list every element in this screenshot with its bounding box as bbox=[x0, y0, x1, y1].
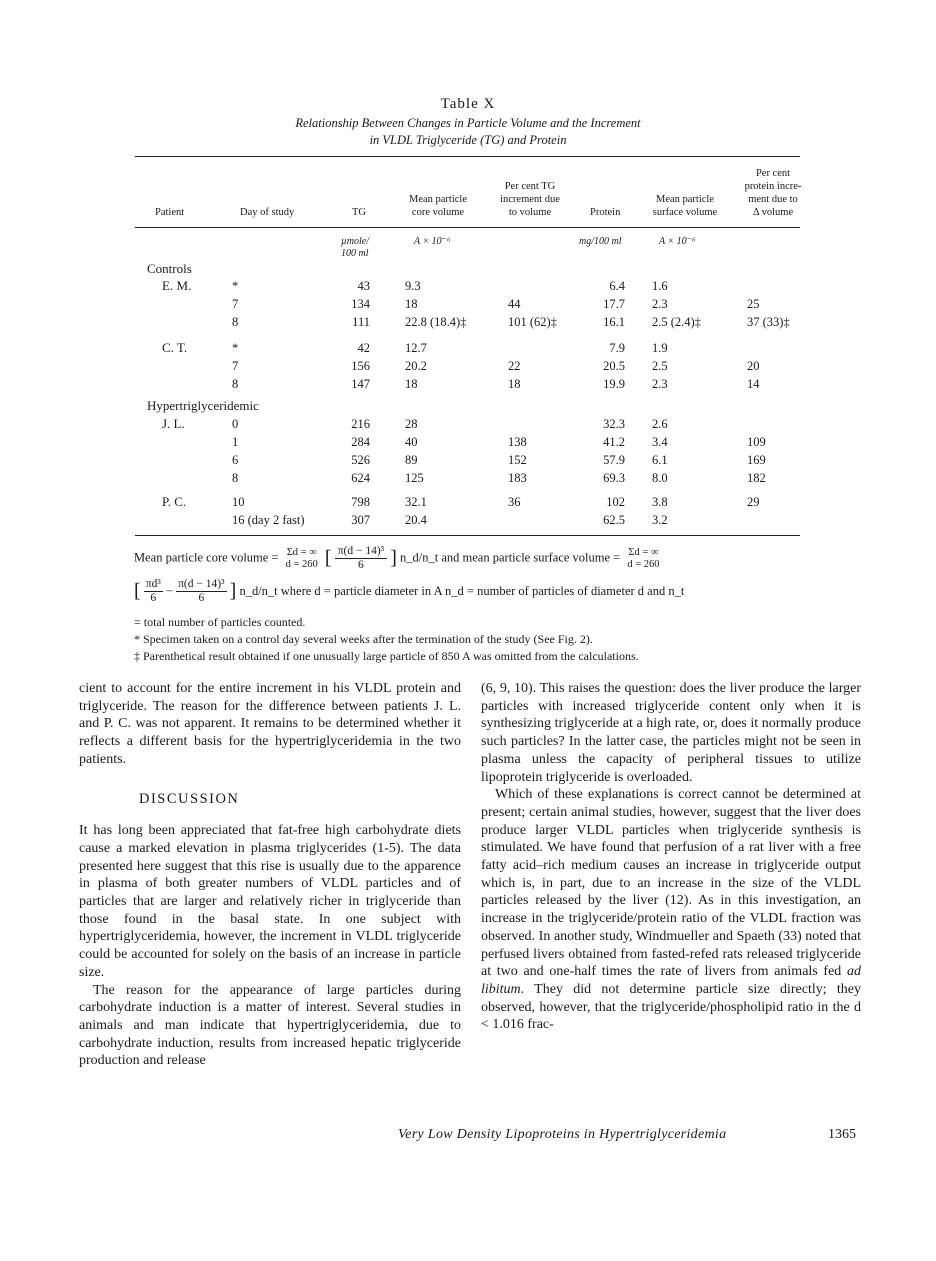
cell-tg-increment: 22 bbox=[508, 359, 521, 373]
left-column bbox=[79, 680, 461, 1070]
cell-protein-increment: 20 bbox=[747, 359, 760, 373]
cell-patient: P. C. bbox=[162, 494, 187, 509]
header-protein-increment-line1: Per cent bbox=[755, 168, 791, 179]
cell-day: 0 bbox=[232, 417, 239, 431]
footnote-star: * Specimen taken on a control day several weeks after the termination of the study (See Fig. 2). bbox=[134, 632, 593, 646]
cell-surface-volume: 1.9 bbox=[652, 341, 668, 355]
cell-core-volume: 40 bbox=[405, 435, 418, 449]
cell-surface-volume: 2.3 bbox=[652, 297, 668, 311]
left-paragraph-3: The reason for the appearance of large particles during carbohydrate induction is a matter of interest. Several studies in animals and man indicate that hypertriglyceridemia, due to carbohydrate induction, results from increased hepatic triglyceride production and release bbox=[79, 982, 461, 1069]
cell-tg: 216 bbox=[351, 417, 370, 431]
cell-protein-increment: 109 bbox=[747, 435, 766, 449]
cell-core-volume: 28 bbox=[405, 417, 418, 431]
header-surface-volume-line1: Mean particle bbox=[655, 194, 714, 205]
cell-surface-volume: 2.5 (2.4)‡ bbox=[652, 315, 701, 329]
fraction-core-den: 6 bbox=[358, 559, 364, 571]
cell-surface-volume: 3.4 bbox=[652, 435, 668, 449]
cell-protein: 69.3 bbox=[603, 471, 625, 485]
cell-day: 8 bbox=[232, 315, 239, 329]
sum-surface-top: Σd = ∞ bbox=[628, 546, 659, 558]
cell-day: 16 (day 2 fast) bbox=[232, 513, 305, 527]
cell-protein: 41.2 bbox=[603, 435, 625, 449]
right-paragraph-1: (6, 9, 10). This raises the question: does the liver produce the larger particles with increased triglyceride content only when it is synthesizing triglyceride at a high rate, or, does it normally produce such particles? In the latter case, the particles might not be seen in plasma unless the capacity of peripheral tissues to utilize lipoprotein triglyceride is overloaded. bbox=[481, 681, 861, 785]
cell-patient: C. T. bbox=[162, 340, 188, 355]
fraction-surface-2 bbox=[176, 578, 226, 605]
cell-protein-increment: 37 (33)‡ bbox=[747, 315, 790, 329]
cell-protein: 16.1 bbox=[603, 315, 625, 329]
cell-surface-volume: 2.5 bbox=[652, 359, 668, 373]
cell-surface-volume: 3.2 bbox=[652, 513, 668, 527]
cell-patient: J. L. bbox=[162, 416, 185, 431]
header-protein-increment bbox=[728, 167, 818, 219]
right-paragraph-2 bbox=[481, 786, 861, 1034]
fraction-core-num: π(d − 14)³ bbox=[335, 545, 387, 559]
table-caption-line1: Relationship Between Changes in Particle Volume and the Increment bbox=[295, 116, 641, 130]
cell-day: * bbox=[232, 341, 239, 355]
cell-protein-increment: 29 bbox=[747, 495, 760, 509]
bracket2-close: ] bbox=[229, 580, 237, 602]
header-protein: Protein bbox=[590, 207, 621, 218]
bracket2-open: [ bbox=[134, 580, 141, 602]
cell-surface-volume: 6.1 bbox=[652, 453, 668, 467]
header-tg-increment-line1: Per cent TG bbox=[504, 181, 556, 192]
cell-protein: 20.5 bbox=[603, 359, 625, 373]
fraction-surface-2-den: 6 bbox=[198, 592, 205, 604]
cell-core-volume: 32.1 bbox=[405, 495, 427, 509]
footnote-dagger: ‡ Parenthetical result obtained if one unusually large particle of 850 A was omitted from the calculations. bbox=[134, 649, 639, 663]
sum-surface bbox=[627, 547, 659, 571]
cell-core-volume: 89 bbox=[405, 453, 418, 467]
cell-day: 8 bbox=[232, 377, 239, 391]
header-surface-volume-line2: surface volume bbox=[652, 207, 718, 218]
bracket-close: ] bbox=[390, 547, 397, 569]
cell-protein-increment: 182 bbox=[747, 471, 766, 485]
header-core-volume bbox=[396, 193, 480, 219]
bracket-open: [ bbox=[324, 547, 332, 569]
header-patient: Patient bbox=[155, 207, 185, 218]
cell-day: 8 bbox=[232, 471, 239, 485]
cell-protein: 62.5 bbox=[603, 513, 625, 527]
cell-tg-increment: 101 (62)‡ bbox=[508, 315, 557, 329]
cell-core-volume: 20.2 bbox=[405, 359, 427, 373]
cell-day: 7 bbox=[232, 297, 239, 311]
left-paragraph-2: It has long been appreciated that fat-free high carbohydrate diets cause a marked elevation in plasma triglycerides (1-5). The data presented here suggest that this rise is usually due to the apparence in plasma of both greater numbers of VLDL particles and of particles that are larger and relatively richer in triglyceride than those found in the basal state. In one subject with hypertriglyceridemia, however, the increment in VLDL triglyceride could be accounted for solely on the basis of an increase in particle size. bbox=[79, 823, 461, 980]
formula-surface-label: n_d/n_t and mean particle surface volume = bbox=[400, 550, 621, 565]
cell-protein: 17.7 bbox=[603, 297, 625, 311]
cell-surface-volume: 3.8 bbox=[652, 495, 668, 509]
group-label-hypertriglyceridemic: Hypertriglyceridemic bbox=[147, 398, 259, 413]
running-footer: Very Low Density Lipoproteins in Hypertriglyceridemia bbox=[398, 1127, 727, 1142]
right-paragraph-2-a: Which of these explanations is correct cannot be determined at present; certain animal studies, however, suggest that the liver does produce larger VLDL particles when triglyceride synthesis is stimulated. We have found that perfusion of a rat liver with a free fatty acid–rich medium causes an increase in triglyceride output which is, in part, due to an increase in the size of the VLDL particles released by the liver (12). As in this investigation, an increase in the triglyceride/protein ratio of the VLDL fraction was observed. In another study, Windmueller and Spaeth (33) noted that perfused livers obtained from fasted-refed rats released triglyceride at two and one-half times the rate of livers from animals fed bbox=[481, 787, 861, 980]
unit-protein: mg/100 ml bbox=[579, 236, 622, 247]
header-protein-increment-line3: ment due to bbox=[748, 194, 798, 205]
cell-surface-volume: 2.6 bbox=[652, 417, 668, 431]
cell-protein: 102 bbox=[606, 495, 625, 509]
sum-surface-bottom: d = 260 bbox=[627, 558, 660, 570]
header-tg-increment-line3: to volume bbox=[508, 207, 552, 218]
group-label-controls: Controls bbox=[147, 261, 192, 276]
header-protein-increment-line2: protein incre- bbox=[744, 181, 802, 192]
cell-tg: 798 bbox=[351, 495, 370, 509]
cell-core-volume: 125 bbox=[405, 471, 424, 485]
cell-protein: 19.9 bbox=[603, 377, 625, 391]
cell-tg: 43 bbox=[357, 279, 370, 293]
header-protein-increment-line4: Δ volume bbox=[752, 207, 794, 218]
table-bottom-rule bbox=[135, 535, 800, 536]
header-tg-increment bbox=[490, 180, 570, 219]
sum-core-top: Σd = ∞ bbox=[286, 546, 317, 558]
cell-protein: 7.9 bbox=[609, 341, 625, 355]
cell-tg: 42 bbox=[357, 341, 370, 355]
formula-line2 bbox=[134, 578, 814, 605]
cell-tg: 156 bbox=[351, 359, 370, 373]
fraction-surface-2-num: π(d − 14)³ bbox=[178, 578, 225, 590]
cell-tg-increment: 44 bbox=[508, 297, 521, 311]
table-caption-line2: in VLDL Triglyceride (TG) and Protein bbox=[369, 133, 567, 147]
cell-tg: 147 bbox=[351, 377, 370, 391]
cell-core-volume: 22.8 (18.4)‡ bbox=[405, 315, 467, 329]
cell-tg-increment: 183 bbox=[508, 471, 527, 485]
fraction-surface-1 bbox=[144, 578, 163, 605]
cell-protein-increment: 169 bbox=[747, 453, 766, 467]
cell-day: 1 bbox=[232, 435, 239, 449]
cell-surface-volume: 2.3 bbox=[652, 377, 668, 391]
sum-core-bottom: d = 260 bbox=[285, 558, 318, 570]
cell-tg-increment: 18 bbox=[508, 377, 521, 391]
cell-core-volume: 18 bbox=[405, 377, 418, 391]
table-top-rule bbox=[135, 156, 800, 157]
unit-surface-volume: A × 10⁻⁶ bbox=[659, 236, 696, 247]
header-core-volume-line1: Mean particle bbox=[408, 194, 467, 205]
cell-tg: 307 bbox=[351, 513, 370, 527]
discussion-heading: DISCUSSION bbox=[139, 790, 240, 807]
unit-tg bbox=[341, 236, 369, 260]
cell-tg: 624 bbox=[351, 471, 370, 485]
sum-core bbox=[286, 547, 318, 571]
cell-core-volume: 18 bbox=[405, 297, 418, 311]
header-core-volume-line2: core volume bbox=[411, 207, 465, 218]
fraction-surface-1-num: πd³ bbox=[145, 578, 161, 590]
formula-core-label: Mean particle core volume = bbox=[134, 550, 279, 565]
fraction-core bbox=[335, 545, 387, 572]
page-number: 1365 bbox=[828, 1127, 856, 1142]
cell-day: 6 bbox=[232, 453, 239, 467]
unit-tg-line1: µmole/ bbox=[341, 236, 369, 247]
fraction-surface-1-den: 6 bbox=[150, 592, 157, 604]
right-paragraph-2-b: . They did not determine particle size directly; they observed, however, that the triglyceride/phospholipid ratio in the d < 1.016 frac- bbox=[481, 981, 861, 1033]
formula-line1 bbox=[134, 545, 814, 572]
cell-day: * bbox=[232, 279, 239, 293]
cell-protein: 32.3 bbox=[603, 417, 625, 431]
cell-surface-volume: 8.0 bbox=[652, 471, 668, 485]
cell-tg: 134 bbox=[351, 297, 370, 311]
cell-day: 7 bbox=[232, 359, 239, 373]
cell-core-volume: 12.7 bbox=[405, 341, 427, 355]
header-surface-volume bbox=[644, 193, 726, 219]
cell-day: 10 bbox=[232, 495, 245, 509]
cell-surface-volume: 1.6 bbox=[652, 279, 668, 293]
table-header-rule bbox=[135, 227, 800, 228]
unit-tg-line2: 100 ml bbox=[341, 248, 369, 259]
cell-protein: 57.9 bbox=[603, 453, 625, 467]
cell-tg-increment: 36 bbox=[508, 495, 521, 509]
cell-protein: 6.4 bbox=[609, 279, 625, 293]
cell-tg: 284 bbox=[351, 435, 370, 449]
cell-core-volume: 20.4 bbox=[405, 513, 427, 527]
cell-tg: 526 bbox=[351, 453, 370, 467]
cell-tg: 111 bbox=[352, 315, 370, 329]
cell-tg-increment: 138 bbox=[508, 435, 527, 449]
formula-line2-text: n_d/n_t where d = particle diameter in A n_d = number of particles of diameter d and n_t bbox=[239, 584, 685, 598]
cell-patient: E. M. bbox=[162, 278, 192, 293]
table-title: Table X bbox=[440, 96, 496, 112]
cell-tg-increment: 152 bbox=[508, 453, 527, 467]
unit-core-volume: A × 10⁻⁶ bbox=[414, 236, 451, 247]
cell-protein-increment: 25 bbox=[747, 297, 760, 311]
header-tg: TG bbox=[352, 207, 366, 218]
right-column bbox=[481, 680, 861, 1034]
header-tg-increment-line2: increment due bbox=[500, 194, 560, 205]
minus-sign: − bbox=[165, 584, 177, 598]
formula-line3: = total number of particles counted. bbox=[134, 615, 306, 629]
cell-protein-increment: 14 bbox=[747, 377, 760, 391]
header-day: Day of study bbox=[240, 207, 295, 218]
cell-core-volume: 9.3 bbox=[405, 279, 421, 293]
ad-libitum-italic: ad libitum bbox=[481, 964, 861, 997]
left-paragraph-1: cient to account for the entire increment in his VLDL protein and triglyceride. The reason for the difference between patients J. L. and P. C. was not apparent. It remains to be determined whether it reflects a different basis for the hypertriglyceridemia in the two patients. bbox=[79, 681, 461, 767]
